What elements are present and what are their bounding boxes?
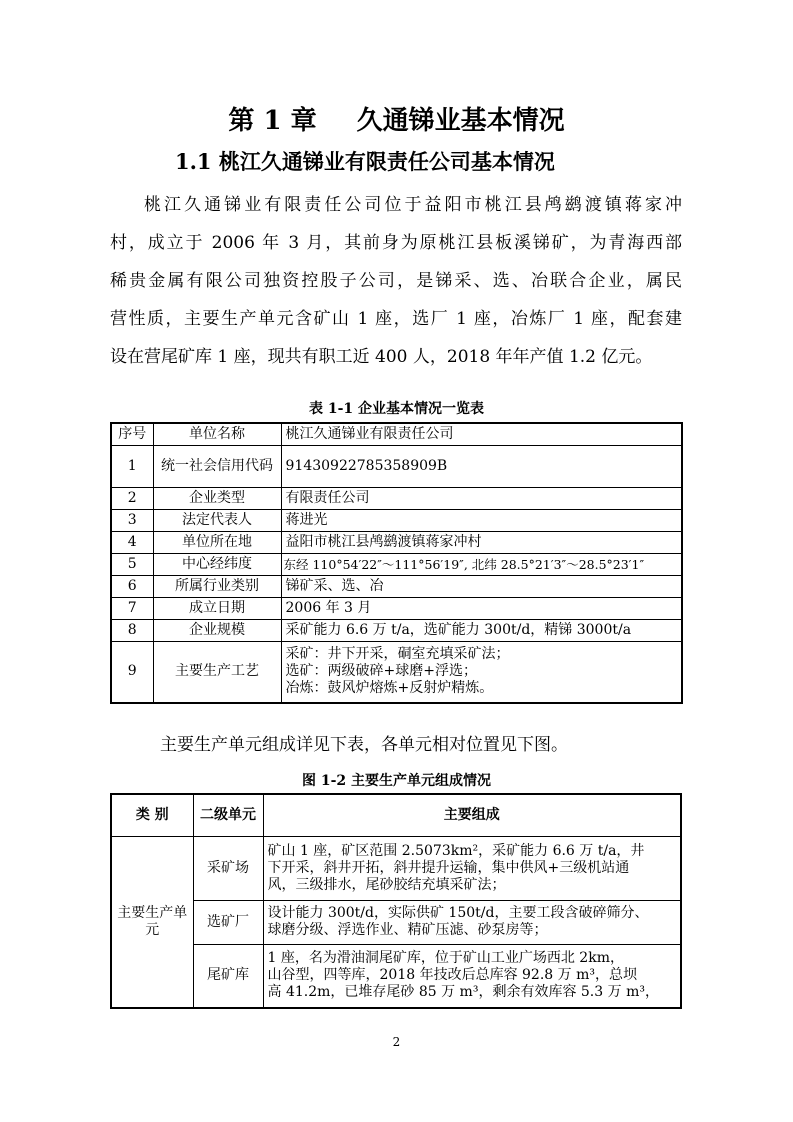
table-row [111, 619, 682, 641]
table2-caption: 图 1-2 主要生产单元组成情况 [301, 773, 492, 789]
row-number: 7 [111, 597, 153, 619]
table-row [111, 487, 682, 509]
detail-line: 山谷型，四等库，2018 年技改后总库容 92.8 万 m³，总坝 [267, 967, 637, 984]
intro-line: 营性质，主要生产单元含矿山 1 座，选厂 1 座，冶炼厂 1 座，配套建 [110, 309, 682, 329]
row-label: 成立日期 [153, 597, 281, 619]
table-row [111, 944, 681, 1008]
intro-line: 稀贵金属有限公司独资控股子公司，是锑采、选、冶联合企业，属民 [110, 271, 682, 291]
header-cell: 序号 [111, 423, 153, 445]
enterprise-info-table [110, 422, 683, 704]
table-row [111, 900, 681, 944]
row-number: 5 [111, 553, 153, 575]
chapter-number: 第 1 章 [228, 106, 317, 136]
row-number: 2 [111, 487, 153, 509]
detail-line: 高 41.2m，已堆存尾砂 85 万 m³，剩余有效库容 5.3 万 m³， [267, 984, 659, 1001]
row-value: 91430922785358909B [281, 445, 682, 487]
row-value: 2006 年 3 月 [281, 597, 682, 619]
row-label: 企业规模 [153, 619, 281, 641]
row-value: 东经 110°54′22″～111°56′19″, 北纬 28.5°21′3″～28.5°23′1″ [281, 553, 682, 575]
row-value: 益阳市桃江县鸬鹚渡镇蒋家冲村 [281, 531, 682, 553]
intro-paragraph [110, 186, 682, 376]
intro-line: 村，成立于 2006 年 3 月，其前身为原桃江县板溪锑矿，为青海西部 [110, 233, 682, 253]
process-line: 采矿：井下开采，硐室充填采矿法； [285, 646, 510, 663]
detail-line: 设计能力 300t/d，实际供矿 150t/d，主要工段含破碎筛分、 [267, 905, 649, 921]
section-title: 1.1 桃江久通锑业有限责任公司基本情况 [175, 149, 555, 174]
header-cell: 类 别 [111, 794, 193, 836]
row-value: 锑矿采、选、冶 [281, 575, 682, 597]
table-header-row [111, 794, 681, 836]
table-row [111, 445, 682, 487]
intro-line: 桃江久通锑业有限责任公司位于益阳市桃江县鸬鹚渡镇蒋家冲 [144, 195, 682, 215]
detail-line: 矿山 1 座，矿区范围 2.5073km²，采矿能力 6.6 万 t/a，井 [267, 842, 645, 859]
row-label: 所属行业类别 [153, 575, 281, 597]
table-row [111, 597, 682, 619]
row-value: 蒋进光 [281, 509, 682, 531]
row-label: 单位所在地 [153, 531, 281, 553]
row-value: 采矿能力 6.6 万 t/a，选矿能力 300t/d，精锑 3000t/a [281, 619, 682, 641]
row-value [281, 641, 682, 703]
row-label: 企业类型 [153, 487, 281, 509]
page-number: 2 [392, 1035, 401, 1049]
unit-detail [263, 836, 681, 900]
header-cell: 二级单元 [193, 794, 263, 836]
table-row [111, 836, 681, 900]
table-row [111, 575, 682, 597]
row-label: 主要生产工艺 [153, 641, 281, 703]
row-number: 4 [111, 531, 153, 553]
production-units-table [110, 793, 682, 1009]
unit-detail [263, 900, 681, 944]
table-row [111, 531, 682, 553]
chapter-name: 久通锑业基本情况 [356, 106, 565, 136]
detail-line: 下开采，斜井开拓，斜井提升运输，集中供风+三级机站通 [267, 859, 630, 876]
header-cell: 主要组成 [263, 794, 681, 836]
header-cell: 单位名称 [153, 423, 281, 445]
table-header-row [111, 423, 682, 445]
detail-line: 1 座，名为滑油洞尾矿库，位于矿山工业广场西北 2km， [267, 950, 624, 967]
row-number: 6 [111, 575, 153, 597]
row-number: 8 [111, 619, 153, 641]
category-cell: 主要生产单元 [111, 836, 193, 1008]
unit-name: 选矿厂 [193, 900, 263, 944]
detail-line: 风，三级排水，尾砂胶结充填采矿法； [267, 876, 506, 893]
process-line: 选矿：两级破碎+球磨+浮选； [285, 663, 477, 680]
unit-name: 尾矿库 [193, 944, 263, 1008]
detail-line: 球磨分级、浮选作业、精矿压滤、砂泵房等； [267, 922, 548, 938]
process-line: 冶炼：鼓风炉熔炼+反射炉精炼。 [285, 680, 494, 697]
row-label: 统一社会信用代码 [153, 445, 281, 487]
row-number: 1 [111, 445, 153, 487]
header-cell: 桃江久通锑业有限责任公司 [281, 423, 682, 445]
table1-caption: 表 1-1 企业基本情况一览表 [308, 401, 485, 417]
unit-detail [263, 944, 681, 1008]
row-value: 有限责任公司 [281, 487, 682, 509]
row-label: 中心经纬度 [153, 553, 281, 575]
table-row [111, 641, 682, 703]
intro-line: 设在营尾矿库 1 座，现共有职工近 400 人，2018 年年产值 1.2 亿元。 [110, 347, 653, 367]
row-number: 3 [111, 509, 153, 531]
units-paragraph: 主要生产单元组成详见下表，各单元相对位置见下图。 [160, 735, 568, 755]
unit-name: 采矿场 [193, 836, 263, 900]
row-number: 9 [111, 641, 153, 703]
chapter-title [0, 100, 793, 137]
table-row [111, 509, 682, 531]
row-label: 法定代表人 [153, 509, 281, 531]
table-row [111, 553, 682, 575]
